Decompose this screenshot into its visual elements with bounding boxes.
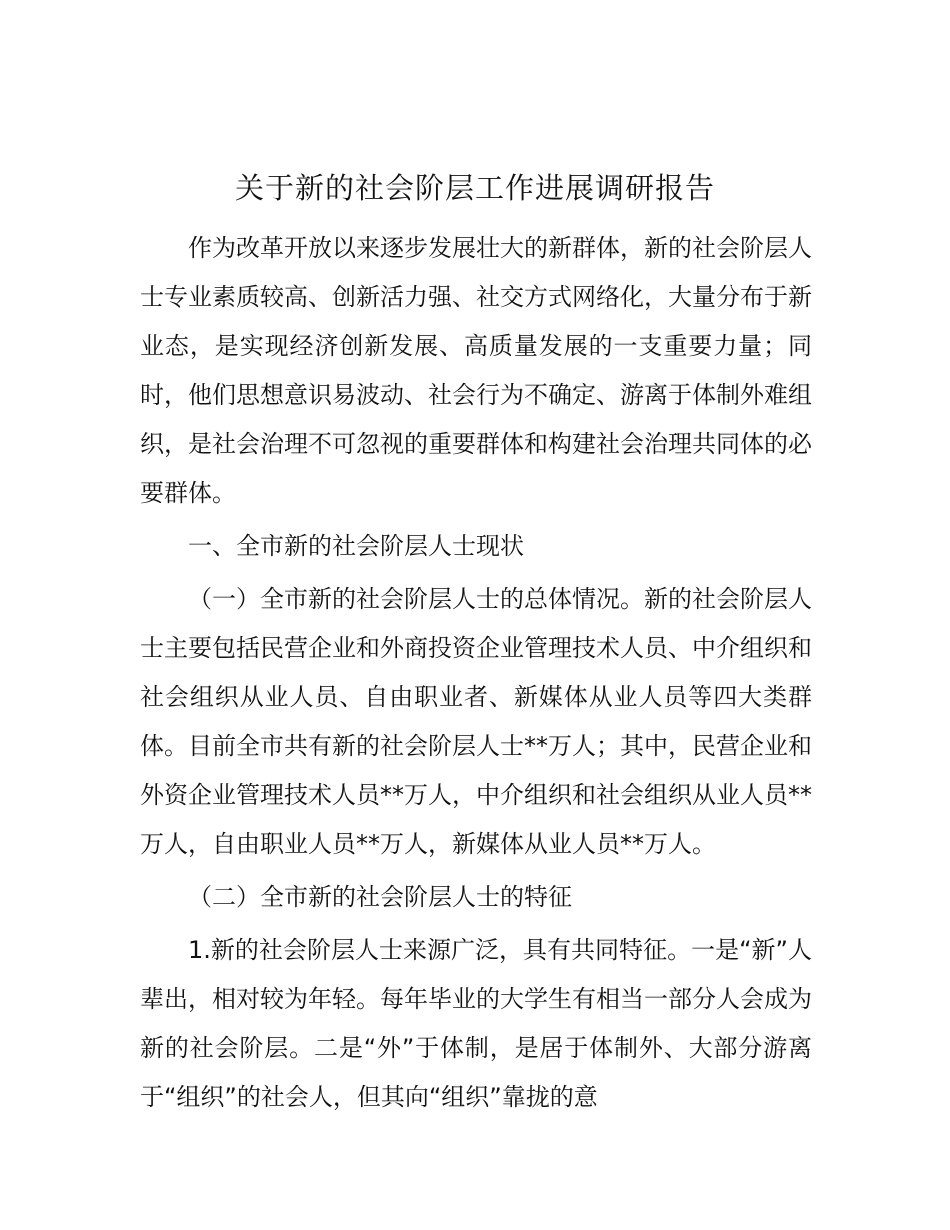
subsection-1-paragraph: （一）全市新的社会阶层人士的总体情况。新的社会阶层人士主要包括民营企业和外商投资企业管理技术人员、中介组织和社会组织从业人员、自由职业者、新媒体从业人员等四大类群体。目前全市共有新的社会阶层人士**万人；其中，民营企业和外资企业管理技术人员**万人，中介组织和社会组织从业人员**万人，自由职业人员**万人，新媒体从业人员**万人。 bbox=[140, 585, 812, 858]
section-heading-1: 一、全市新的社会阶层人士现状 bbox=[188, 532, 524, 560]
intro-paragraph: 作为改革开放以来逐步发展壮大的新群体，新的社会阶层人士专业素质较高、创新活力强、社交方式网络化，大量分布于新业态，是实现经济创新发展、高质量发展的一支重要力量；同时，他们思想意识易波动、社会行为不确定、游离于体制外难组织，是社会治理不可忽视的重要群体和构建社会治理共同体的必要群体。 bbox=[140, 234, 812, 507]
document-body bbox=[140, 224, 812, 1126]
feature-1-paragraph: 1.新的社会阶层人士来源广泛，具有共同特征。一是“新”人辈出，相对较为年轻。每年毕业的大学生有相当一部分人会成为新的社会阶层。二是“外”于体制，是居于体制外、大部分游离于“组织”的社会人，但其向“组织”靠拢的意 bbox=[140, 936, 812, 1111]
document-title: 关于新的社会阶层工作进展调研报告 bbox=[234, 171, 715, 205]
subsection-heading-2: （二）全市新的社会阶层人士的特征 bbox=[188, 883, 572, 911]
